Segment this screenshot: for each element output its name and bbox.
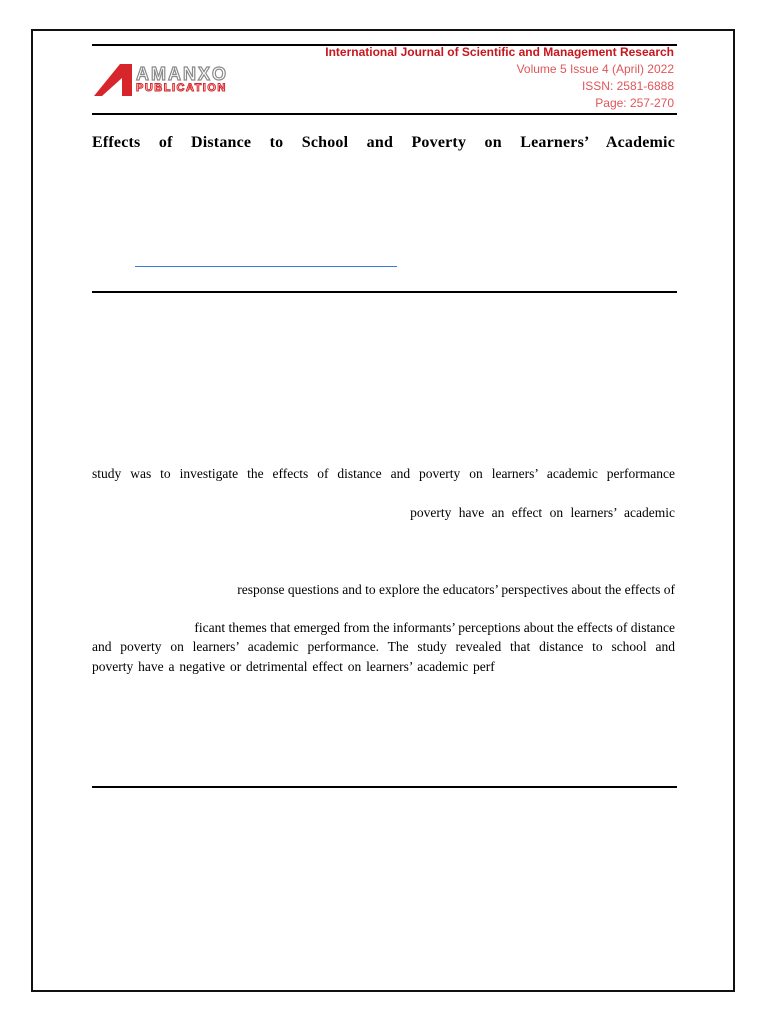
abstract-line-6: poverty have a negative or detrimental effect on learners’ academic perf bbox=[92, 659, 495, 674]
journal-issn: ISSN: 2581-6888 bbox=[581, 79, 674, 93]
abstract-line-3: response questions and to explore the educators’ perspectives about the effects of bbox=[237, 582, 675, 597]
article-title: Effects of Distance to School and Poverty on Learners’ Academic bbox=[92, 134, 675, 151]
logo-text-bottom: PUBLICATION bbox=[136, 82, 227, 94]
header-rule-bottom bbox=[92, 113, 677, 115]
logo-text-top: AMANXO bbox=[136, 64, 228, 84]
journal-pages: Page: 257-270 bbox=[595, 96, 674, 110]
journal-info bbox=[325, 44, 674, 112]
abstract-line-2: poverty have an effect on learners’ academic bbox=[410, 505, 675, 520]
author-link-underline[interactable] bbox=[135, 266, 397, 267]
abstract-rule-top bbox=[92, 291, 677, 293]
amanxo-publication-logo bbox=[92, 60, 292, 100]
abstract-rule-bottom bbox=[92, 786, 677, 788]
abstract-line-4: ficant themes that emerged from the informants’ perceptions about the effects of distance bbox=[194, 620, 675, 635]
abstract-line-1: study was to investigate the effects of distance and poverty on learners’ academic performance bbox=[92, 466, 675, 481]
journal-volume: Volume 5 Issue 4 (April) 2022 bbox=[516, 62, 674, 76]
journal-title: International Journal of Scientific and Management Research bbox=[325, 45, 674, 59]
abstract-line-5: and poverty on learners’ academic performance. The study revealed that distance to school and bbox=[92, 639, 675, 654]
